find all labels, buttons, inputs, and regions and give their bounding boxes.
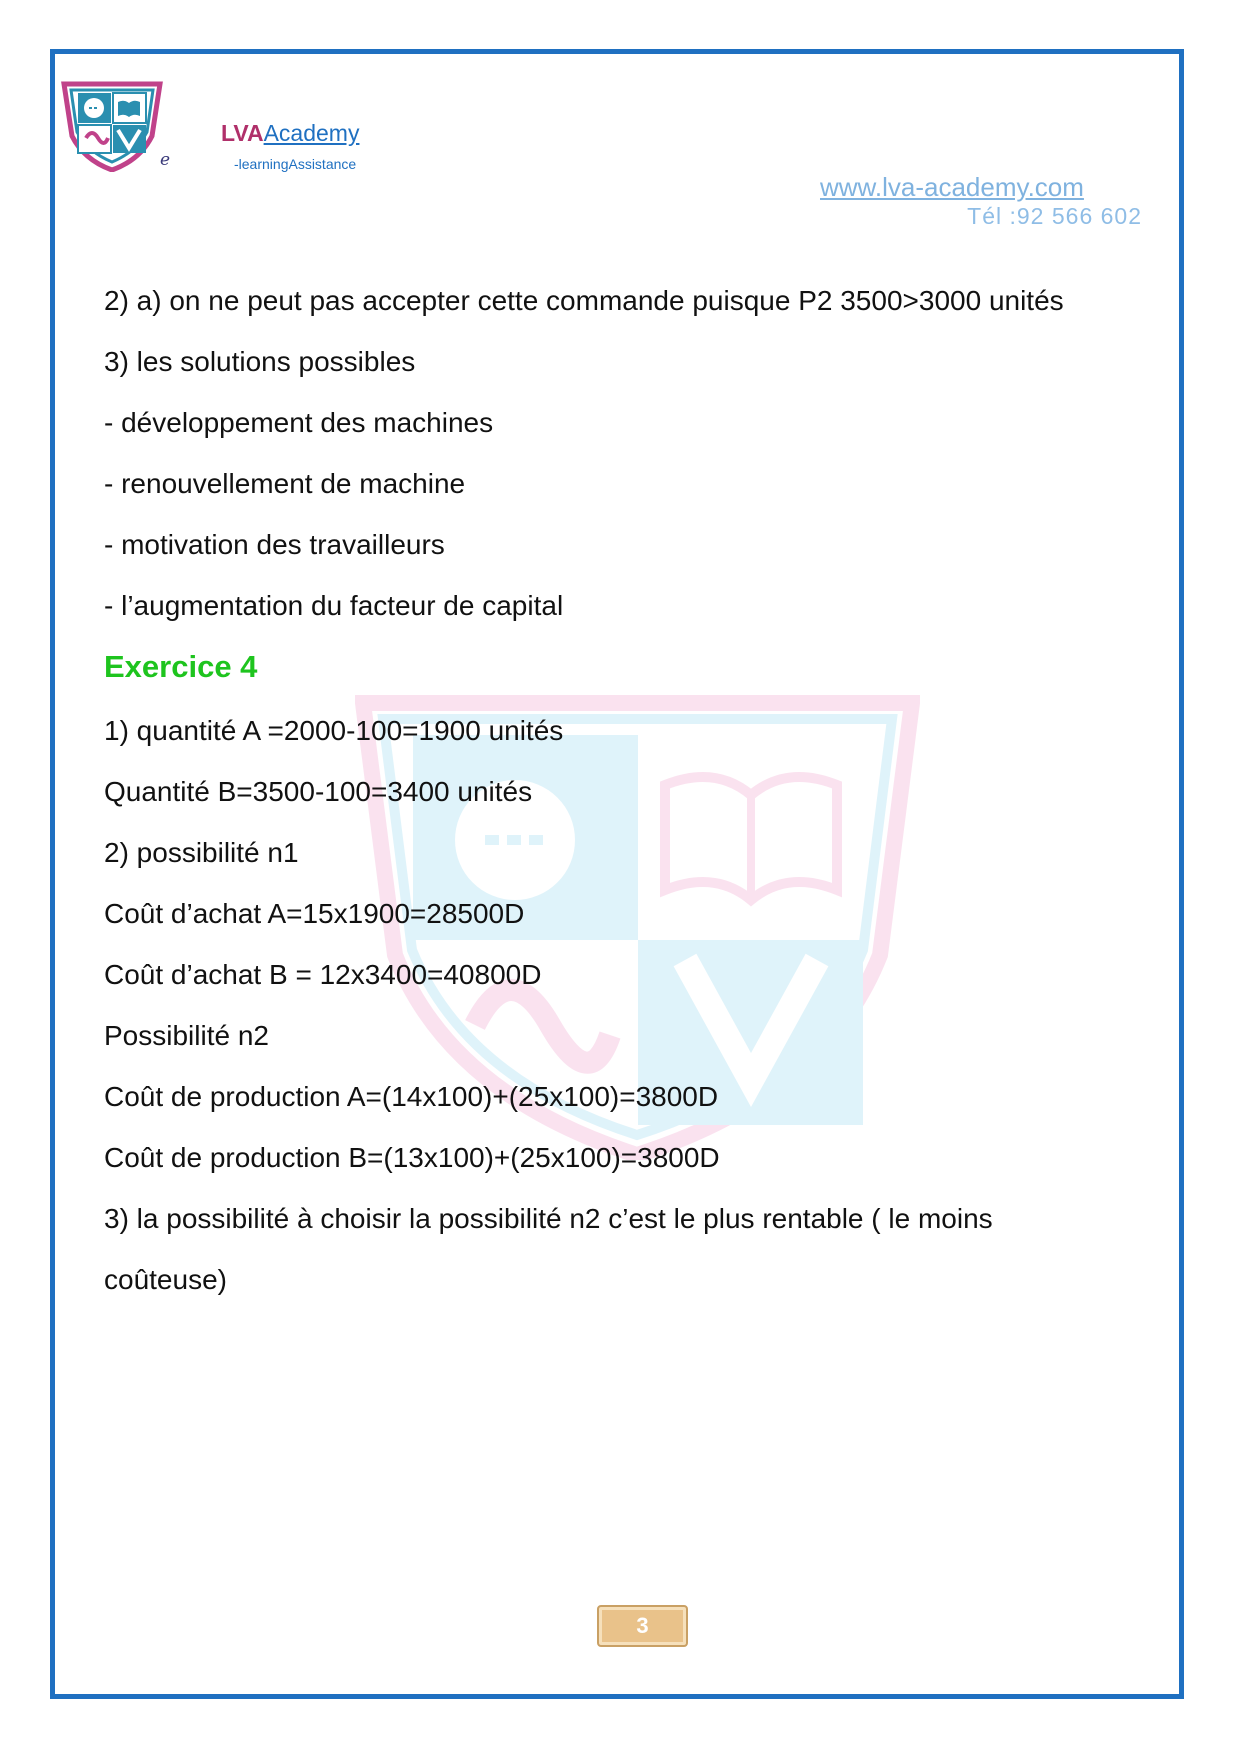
phone-number: Tél :92 566 602: [967, 203, 1142, 229]
answer-line: - motivation des travailleurs: [104, 529, 445, 560]
page-number-badge: 3: [597, 1605, 688, 1647]
answer-line: Coût de production B=(13x100)+(25x100)=3800D: [104, 1142, 720, 1173]
lva-logo-icon: [58, 80, 166, 172]
answer-line: Possibilité n2: [104, 1020, 269, 1051]
answer-line: 3) les solutions possibles: [104, 346, 416, 377]
brand-academy: Academy: [263, 120, 360, 146]
page-content: [104, 278, 1144, 1318]
answer-line: Quantité B=3500-100=3400 unités: [104, 776, 533, 807]
answer-line: coûteuse): [104, 1264, 227, 1295]
brand-lva: LVA: [221, 120, 264, 146]
answer-line: - développement des machines: [104, 407, 494, 438]
answer-line: 3) la possibilité à choisir la possibilité n2 c’est le plus rentable ( le moins: [104, 1203, 993, 1234]
logo-letter: e: [160, 150, 171, 170]
answer-line: 2) possibilité n1: [104, 837, 299, 868]
answer-line: 1) quantité A =2000-100=1900 unités: [104, 715, 564, 746]
website-link[interactable]: www.lva-academy.com: [820, 172, 1084, 202]
answer-line: - renouvellement de machine: [104, 468, 466, 499]
brand-name: [221, 120, 359, 147]
answer-line: Coût d’achat B = 12x3400=40800D: [104, 959, 542, 990]
answer-line: Coût de production A=(14x100)+(25x100)=3800D: [104, 1081, 719, 1112]
answer-line: Coût d’achat A=15x1900=28500D: [104, 898, 525, 929]
brand-tagline: -learningAssistance: [234, 156, 357, 172]
answer-line: 2) a) on ne peut pas accepter cette commande puisque P2 3500>3000 unités: [104, 285, 1064, 316]
answer-line: - l’augmentation du facteur de capital: [104, 590, 564, 621]
exercise-heading: Exercice 4: [104, 649, 258, 684]
